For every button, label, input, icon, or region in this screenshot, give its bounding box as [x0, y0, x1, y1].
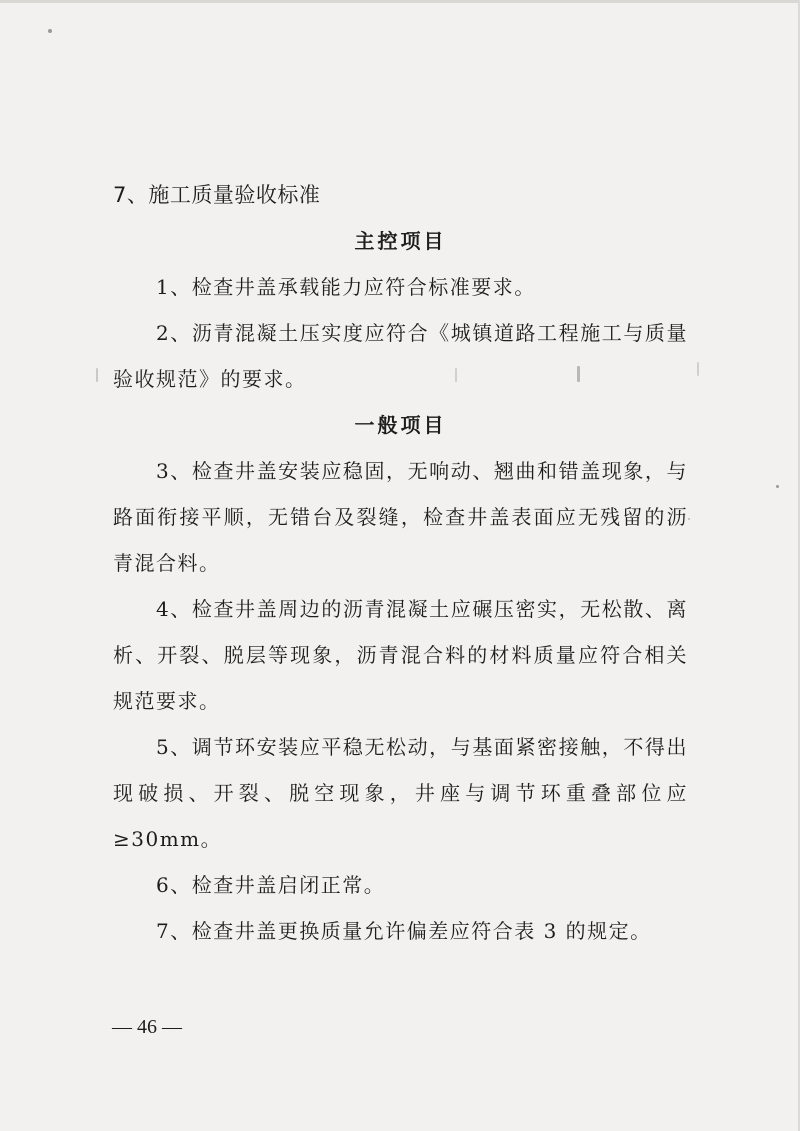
scan-speck	[688, 518, 690, 520]
paragraph-3: 3、检查井盖安装应稳固，无响动、翘曲和错盖现象，与路面衔接平顺，无错台及裂缝，检查井盖表面应无残留的沥青混合料。	[113, 459, 688, 575]
paragraph-5: 5、调节环安装应平稳无松动，与基面紧密接触，不得出现破损、开裂、脱空现象，井座与调节环重叠部位应≥30mm。	[113, 735, 688, 851]
scan-speck	[48, 29, 52, 33]
paragraph-1: 1、检查井盖承载能力应符合标准要求。	[156, 275, 536, 299]
scan-speck	[776, 485, 779, 488]
paragraph-7: 7、检查井盖更换质量允许偏差应符合表 3 的规定。	[156, 919, 652, 943]
main-items-heading: 主控项目	[354, 229, 447, 253]
page-number: — 46 —	[112, 1016, 182, 1038]
scan-speck	[96, 368, 98, 382]
general-items-heading: 一般项目	[354, 413, 447, 437]
scan-speck	[697, 362, 699, 376]
page-top-edge	[0, 0, 800, 3]
document-body	[113, 172, 688, 954]
paragraph-2: 2、沥青混凝土压实度应符合《城镇道路工程施工与质量验收规范》的要求。	[113, 321, 688, 391]
paragraph-6: 6、检查井盖启闭正常。	[156, 873, 386, 897]
section-title: 7、施工质量验收标准	[113, 183, 321, 207]
paragraph-4: 4、检查井盖周边的沥青混凝土应碾压密实，无松散、离析、开裂、脱层等现象，沥青混合料的材料质量应符合相关规范要求。	[113, 597, 688, 713]
